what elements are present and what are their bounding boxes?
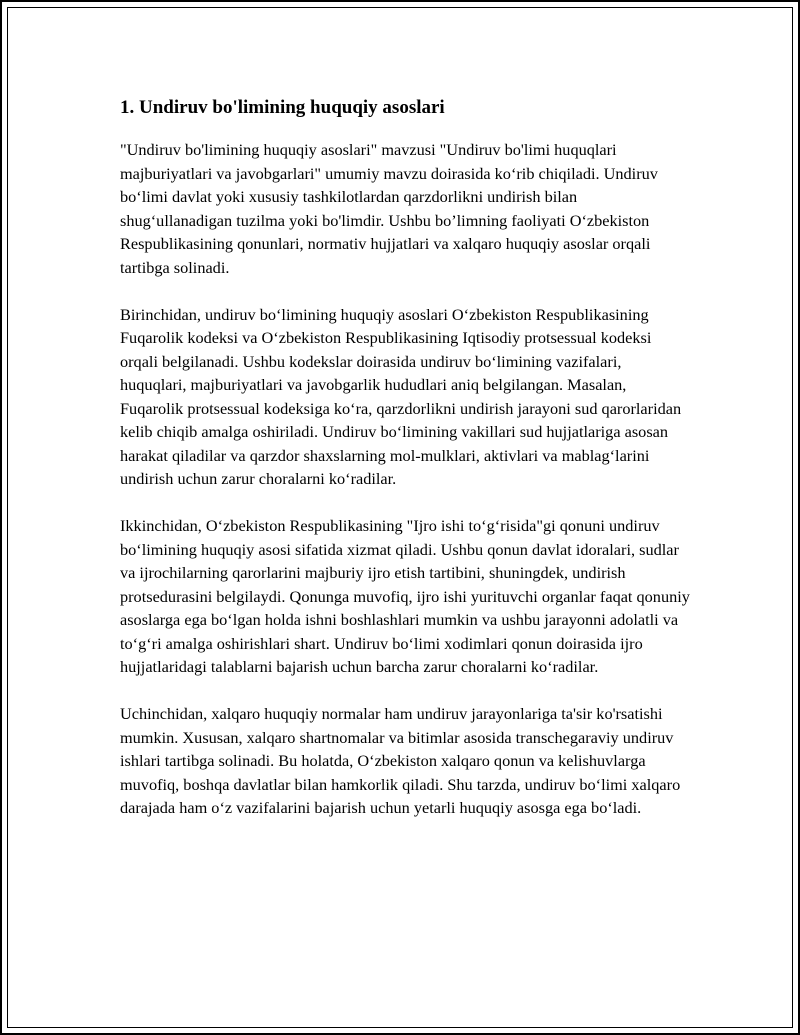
paragraph-intro: "Undiruv bo'limining huquqiy asoslari" mavzusi "Undiruv bo'limi huquqlari majburiyatlari va javobgarlari" umumiy mavzu doirasida ko‘rib chiqiladi. Undiruv bo‘limi davlat yoki xususiy tashkilotlardan qarzdorlikni undirish bilan shug‘ullanadigan tuzilma yoki bo'limdir. Ushbu bo’limning faoliyati O‘zbekiston Respublikasining qonunlari, normativ hujjatlari va xalqaro huquqiy asoslar orqali tartibga solinadi. xyxy=(120,140,658,277)
paragraph-second-point: Ikkinchidan, O‘zbekiston Respublikasining "Ijro ishi to‘g‘risida"gi qonuni undiruv bo‘limining huquqiy asosi sifatida xizmat qiladi. Ushbu qonun davlat idoralari, sudlar va ijrochilarning qarorlarini majburiy ijro etish tartibini, shuningdek, undirish protsedurasini belgilaydi. Qonunga muvofiq, ijro ishi yurituvchi organlar faqat qonuniy asoslarga ega bo‘lgan holda ishni boshlashlari mumkin va ushbu jarayonni adolatli va to‘g‘ri amalga oshirishlari shart. Undiruv bo‘limi xodimlari qonun doirasida ijro hujjatlaridagi talablarni bajarish uchun barcha zarur choralarni ko‘radilar. xyxy=(120,516,690,676)
paragraph-first-point: Birinchidan, undiruv bo‘limining huquqiy asoslari O‘zbekiston Respublikasining Fuqarolik kodeksi va O‘zbekiston Respublikasining Iqtisodiy protsessual kodeksi orqali belgilanadi. Ushbu kodekslar doirasida undiruv bo‘limining vazifalari, huquqlari, majburiyatlari va javobgarlik hududlari aniq belgilangan. Masalan, Fuqarolik protsessual kodeksiga ko‘ra, qarzdorlikni undirish jarayoni sud qarorlaridan kelib chiqib amalga oshiriladi. Undiruv bo‘limining vakillari sud hujjatlariga asosan harakat qiladilar va qarzdor shaxslarning mol-mulklari, aktivlari va mablag‘larini undirish uchun zarur choralarni ko‘radilar. xyxy=(120,304,682,488)
document-body xyxy=(120,90,690,843)
paragraph-third-point: Uchinchidan, xalqaro huquqiy normalar ham undiruv jarayonlariga ta'sir ko'rsatishi mumkin. Xususan, xalqaro shartnomalar va bitimlar asosida transchegaraviy undiruv ishlari tartibga solinadi. Bu holatda, O‘zbekiston xalqaro qonun va kelishuvlarga muvofiq, boshqa davlatlar bilan hamkorlik qiladi. Shu tarzda, undiruv bo‘limi xalqaro darajada ham o‘z vazifalarini bajarish uchun yetarli huquqiy asosga ega bo‘ladi. xyxy=(120,704,681,817)
section-heading: 1. Undiruv bo'limining huquqiy asoslari xyxy=(120,97,445,118)
